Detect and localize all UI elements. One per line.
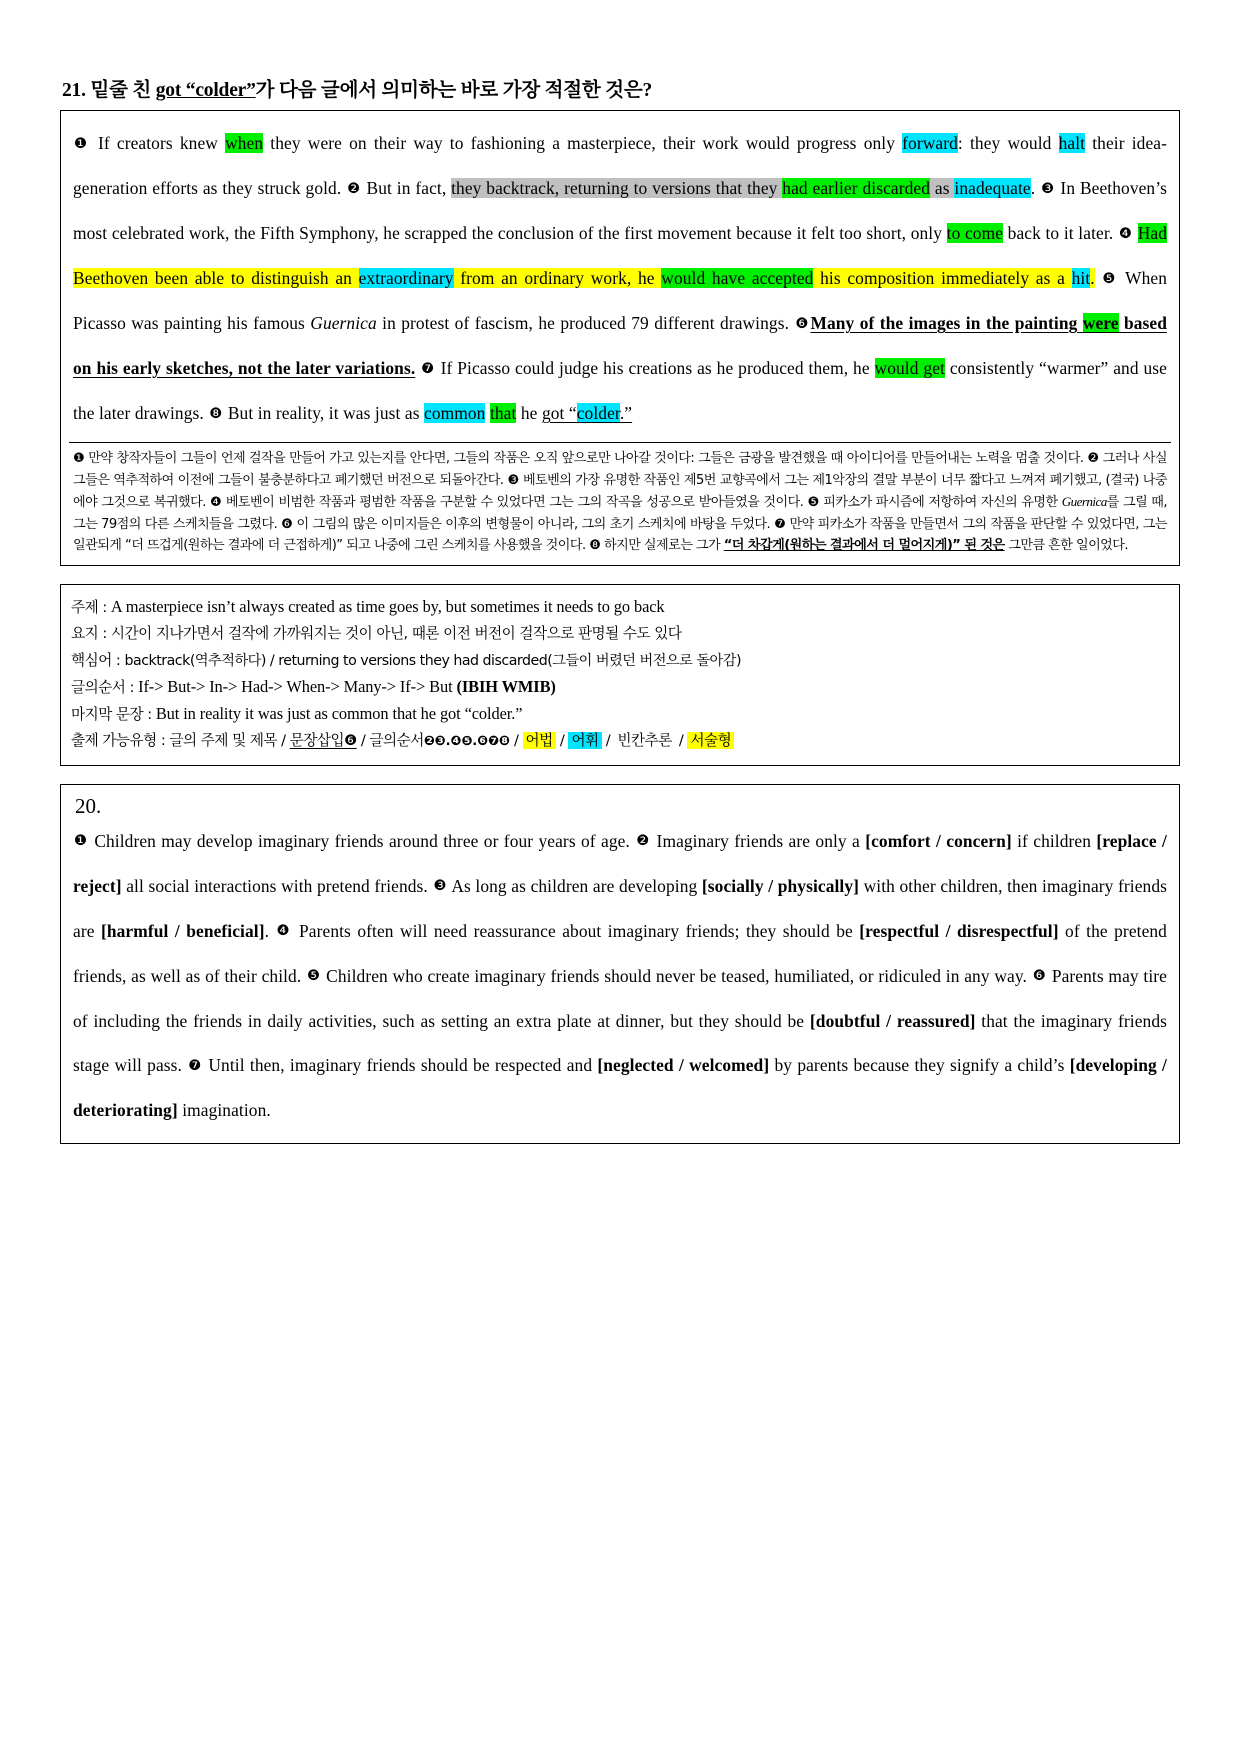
q20-sentence-marker-1: ❶ bbox=[74, 833, 88, 850]
s4-text-end: . bbox=[1090, 268, 1095, 288]
analysis-tag-grammar: 어법 bbox=[523, 732, 556, 749]
q20-s6-b: that the imaginary friends stage will pass. bbox=[73, 1010, 1167, 1076]
s1-text-d: their idea-generation efforts as they struck gold. bbox=[73, 133, 1167, 198]
q20-choice-respectful-disrespectful[interactable]: [respectful / disrespectful] bbox=[859, 920, 1059, 941]
question-20-number: 20. bbox=[75, 793, 102, 818]
q20-s4-b: of the pretend friends, as well as of their child. bbox=[73, 920, 1167, 986]
passage-box-21 bbox=[60, 110, 1180, 566]
s1-text-c: : they would bbox=[957, 133, 1059, 153]
question-21-kr-post: 가 다음 글에서 의미하는 바로 가장 적절한 것은? bbox=[255, 80, 653, 101]
sentence-marker-4: ❹ bbox=[1118, 225, 1133, 242]
analysis-order-value: If-> But-> In-> Had-> When-> Many-> If-> But bbox=[138, 677, 457, 697]
q20-s3-a: As long as children are developing bbox=[451, 875, 702, 896]
q20-s3-b: with other children, then imaginary friends are bbox=[73, 875, 1168, 941]
analysis-sep-4: / bbox=[674, 732, 688, 750]
highlight-yellow-2: from an ordinary work, he bbox=[453, 268, 662, 288]
q20-choice-socially-physically[interactable]: [socially / physically] bbox=[701, 875, 860, 896]
q20-choice-harmful-beneficial[interactable]: [harmful / beneficial] bbox=[100, 920, 265, 941]
q20-sentence-marker-5: ❺ bbox=[307, 968, 321, 985]
sentence-marker-5: ❺ bbox=[1102, 270, 1118, 287]
analysis-types-v1: 글의 주제 및 제목 / bbox=[169, 732, 290, 750]
q20-choice-developing-deteriorating[interactable]: [developing / deteriorating] bbox=[73, 1055, 1167, 1121]
translation-line-5b: 를 그릴 때, 그는 79점의 다른 스케치들을 그렸다. bbox=[73, 495, 1168, 532]
analysis-types-label: 출제 가능유형 : bbox=[71, 732, 170, 750]
q20-choice-neglected-welcomed[interactable]: [neglected / welcomed] bbox=[597, 1055, 770, 1076]
s1-text-b: they were on their way to fashioning a masterpiece, their work would progress only bbox=[263, 133, 903, 153]
q20-sentence-marker-3: ❸ bbox=[433, 878, 447, 895]
sentence-marker-7: ❼ bbox=[421, 360, 435, 377]
analysis-last-value: But in reality it was just as common that he got “colder.” bbox=[155, 703, 523, 723]
question-21-underlined-phrase: got “colder” bbox=[155, 80, 256, 101]
s5-text-a: When Picasso was painting his famous bbox=[73, 268, 1168, 333]
s8-ul-post: .” bbox=[619, 403, 633, 423]
q20-s6-a: Parents may tire of including the friends in daily activities, such as setting an extra plate at dinner, but they should be bbox=[73, 965, 1167, 1031]
analysis-gist-row bbox=[71, 620, 1169, 647]
guernica-title: Guernica bbox=[310, 313, 377, 333]
analysis-gist-label: 요지 : bbox=[71, 625, 111, 643]
highlight-gray-as: as bbox=[930, 178, 955, 198]
q20-sentence-marker-2: ❷ bbox=[636, 833, 651, 850]
question-21-kr-pre: 밑줄 친 bbox=[90, 80, 156, 101]
translation-line-3: ❸ 베토벤의 가장 유명한 작품인 제5번 교향곡에서 그는 제1악장의 결말 부분이 너무 짧다고 느껴져 폐기했고, (결국) 나중에야 그것으로 복귀했다. bbox=[73, 472, 1167, 511]
q20-sentence-marker-6: ❻ bbox=[1032, 968, 1047, 985]
s5-text-b: in protest of fascism, he produced 79 different drawings. bbox=[376, 313, 790, 333]
q20-s1: Children may develop imaginary friends around three or four years of age. bbox=[94, 830, 630, 851]
analysis-types-order-codes: ❷❸.❹❺.❻❼❽ bbox=[423, 734, 510, 750]
highlight-when: when bbox=[225, 133, 264, 153]
analysis-tag-vocab: 어휘 bbox=[568, 732, 601, 749]
sentence-marker-6: ❻ bbox=[795, 315, 810, 332]
highlight-gray-backtrack: they backtrack, returning to versions that they bbox=[451, 178, 783, 198]
q20-s2-c: all social interactions with pretend friends. bbox=[121, 875, 428, 896]
analysis-types-sep-1: / bbox=[509, 732, 523, 750]
highlight-that: that bbox=[489, 403, 517, 423]
q20-s5: Children who create imaginary friends should never be teased, humiliated, or ridiculed in any way. bbox=[326, 965, 1027, 986]
q20-s3-c: . bbox=[264, 920, 270, 941]
analysis-gist-value: 시간이 지나가면서 걸작에 가까워지는 것이 아닌, 때론 이전 버전이 걸작으로 판명될 수도 있다 bbox=[110, 625, 682, 643]
s1-text-a: If creators knew bbox=[97, 133, 226, 153]
highlight-common: common bbox=[424, 403, 486, 423]
analysis-order-code: (IBIH WMIB) bbox=[456, 677, 556, 697]
analysis-keyword-label: 핵심어 : bbox=[71, 651, 125, 669]
translation-line-4: ❹ 베토벤이 비범한 작품과 평범한 작품을 구분할 수 있었다면 그는 그의 작곡을 성공으로 받아들였을 것이다. bbox=[210, 495, 804, 511]
highlight-hit: hit bbox=[1071, 268, 1091, 288]
analysis-box bbox=[60, 584, 1180, 766]
translation-line-1: ❶ 만약 창작자들이 그들이 언제 걸작을 만들어 가고 있는지를 안다면, 그들의 작품은 오직 앞으로만 나아갈 것이다: 그들은 금광을 발견했을 때 아이디어를 만들어내는 노력을 멈출 것이다. bbox=[73, 451, 1084, 466]
analysis-last-sentence-row bbox=[71, 701, 1169, 728]
analysis-keyword-row bbox=[71, 647, 1169, 675]
s6-text-a: Many of the images in the painting bbox=[810, 313, 1083, 333]
analysis-order-row bbox=[71, 674, 1169, 701]
s3-text-b: back to it later. bbox=[1003, 223, 1114, 243]
analysis-last-label: 마지막 문장 : bbox=[71, 705, 156, 723]
question-21-heading bbox=[62, 74, 1180, 102]
analysis-tag-essay: 서술형 bbox=[687, 732, 734, 749]
translation-line-8b: 그만큼 흔한 일이었다. bbox=[1004, 538, 1128, 554]
translation-line-5a: ❺ 피카소가 파시즘에 저항하여 자신의 유명한 bbox=[807, 495, 1062, 511]
highlight-extraordinary: extraordinary bbox=[358, 268, 454, 288]
translation-line-8a: ❽ 하지만 실제로는 그가 bbox=[589, 538, 724, 554]
highlight-to-come: to come bbox=[946, 223, 1004, 243]
s8-ul-pre: got “ bbox=[541, 403, 577, 423]
highlight-halt: halt bbox=[1058, 133, 1086, 153]
korean-translation bbox=[69, 443, 1171, 561]
highlight-inadequate: inadequate bbox=[954, 178, 1031, 198]
q20-s7-b: by parents because they signify a child’s bbox=[769, 1055, 1070, 1076]
s3-text-a: In Beethoven’s most celebrated work, the Fifth Symphony, he scrapped the conclusion of the first movement because it felt too short, only bbox=[73, 178, 1168, 243]
sentence-marker-8: ❽ bbox=[209, 405, 223, 422]
q20-choice-doubtful-reassured[interactable]: [doubtful / reassured] bbox=[809, 1010, 976, 1031]
translation-line-2: ❷ 그러나 사실 그들은 역추적하여 이전에 그들이 불충분하다고 폐기했던 버전으로 되돌아간다. bbox=[73, 451, 1167, 488]
s2-text-a: But in fact, bbox=[366, 178, 452, 198]
q20-choice-comfort-concern[interactable]: [comfort / concern] bbox=[865, 830, 1012, 851]
analysis-types-v3: / 글의순서 bbox=[356, 732, 424, 750]
q20-s2-a: Imaginary friends are only a bbox=[656, 830, 866, 851]
highlight-were: were bbox=[1082, 313, 1119, 333]
analysis-topic-label: 주제 : bbox=[71, 598, 111, 616]
highlight-yellow-3: his composition immediately as a bbox=[813, 268, 1072, 288]
q20-s7-c: imagination. bbox=[177, 1100, 271, 1121]
highlight-had-earlier-discarded: had earlier discarded bbox=[782, 178, 931, 198]
translation-line-7: ❼ 만약 피카소가 작품을 만들면서 그의 작품을 판단할 수 있었다면, 그는 일관되게 “더 뜨겁게(원하는 결과에 더 근접하게)” 되고 나중에 그린 스케치를 사용했을 것이다. bbox=[73, 516, 1167, 554]
highlight-yellow-1: Beethoven been able to distinguish an bbox=[73, 268, 359, 288]
s7-text-a: If Picasso could judge his creations as he produced them, he bbox=[440, 358, 875, 378]
analysis-topic-value: A masterpiece isn’t always created as time goes by, but sometimes it needs to go back bbox=[110, 596, 665, 616]
analysis-tag-blank: 빈칸추론 bbox=[617, 732, 672, 750]
analysis-question-types-row bbox=[71, 727, 1169, 755]
highlight-forward: forward bbox=[902, 133, 958, 153]
q20-choice-replace-reject[interactable]: [replace / reject] bbox=[73, 830, 1167, 896]
question-20-passage bbox=[69, 819, 1171, 1133]
q20-sentence-marker-4: ❹ bbox=[276, 923, 292, 940]
highlight-had: Had bbox=[1137, 223, 1167, 243]
s7-text-b: consistently “warmer” and use the later drawings. bbox=[73, 358, 1167, 423]
translation-guernica: Guernica bbox=[1061, 494, 1107, 510]
sentence-marker-3: ❸ bbox=[1041, 180, 1055, 197]
analysis-order-label: 글의순서 : bbox=[71, 679, 139, 697]
analysis-sep-3: / bbox=[601, 732, 615, 750]
question-20-box bbox=[60, 784, 1180, 1144]
analysis-types-insert-sentence: 문장삽입❻ bbox=[289, 732, 357, 750]
q20-s7-a: Until then, imaginary friends should be respected and bbox=[208, 1055, 598, 1076]
q20-s4-a: Parents often will need reassurance about imaginary friends; they should be bbox=[299, 920, 860, 941]
translation-underlined-phrase: “더 차갑게(원하는 결과에서 더 멀어지게)” 된 것은 bbox=[723, 538, 1005, 554]
q20-s2-b: if children bbox=[1011, 830, 1097, 851]
analysis-topic-row bbox=[71, 594, 1169, 621]
q20-sentence-marker-7: ❼ bbox=[188, 1057, 203, 1074]
english-passage bbox=[69, 121, 1171, 436]
s8-text-a: But in reality, it was just as bbox=[227, 403, 425, 423]
analysis-keyword-value: backtrack(역추적하다) / returning to versions they had discarded(그들이 버렸던 버전으로 돌아감) bbox=[124, 652, 741, 669]
highlight-would-have-accepted: would have accepted bbox=[661, 268, 814, 288]
highlight-would-get: would get bbox=[874, 358, 945, 378]
s2-text-end: . bbox=[1030, 178, 1036, 198]
s8-text-b: he bbox=[516, 403, 542, 423]
question-21-number: 21. bbox=[62, 80, 91, 101]
translation-line-6: ❻ 이 그림의 많은 이미지들은 이후의 변형물이 아니라, 그의 초기 스케치에 바탕을 두었다. bbox=[281, 516, 771, 532]
s6-text-b: based on his early sketches, not the later variations. bbox=[73, 313, 1167, 378]
sentence-marker-2: ❷ bbox=[347, 180, 361, 197]
s8-underlined-got-colder bbox=[542, 403, 632, 423]
analysis-sep-2: / bbox=[555, 732, 569, 750]
sentence-marker-1: ❶ bbox=[74, 135, 90, 152]
highlight-colder: colder bbox=[576, 403, 620, 423]
